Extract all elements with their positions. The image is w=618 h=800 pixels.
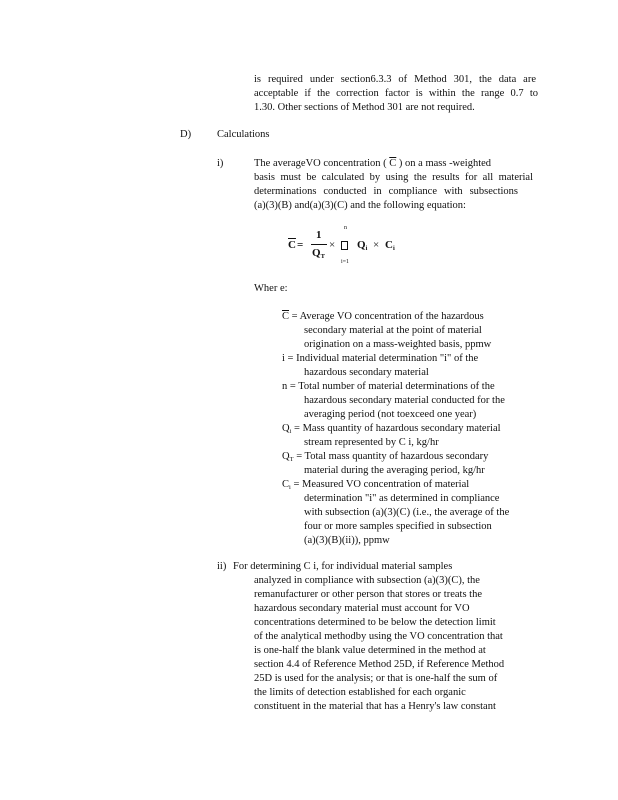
section-title: Calculations: [217, 129, 270, 140]
item-label: i): [217, 158, 224, 169]
definition-line: [282, 310, 484, 323]
def-symbol-sub: i: [289, 428, 292, 435]
text-segment: ) on a mass -weighted: [396, 158, 492, 169]
eq-q: [357, 239, 367, 252]
eq-denominator-sub: T: [320, 253, 325, 260]
definition-line: [282, 352, 478, 365]
summation-icon: [341, 241, 348, 250]
def-symbol-sub: i: [289, 484, 291, 491]
text-line: [254, 157, 491, 170]
text-line: determinations conducted in compliance with subsections: [254, 186, 518, 197]
definition-line: [282, 380, 495, 393]
definition-cont: material during the averaging period, kg/hr: [304, 465, 485, 476]
definition-cont: averaging period (not toexceed one year): [304, 409, 477, 420]
text-line: remanufacturer or other person that stores or treats the: [254, 589, 482, 600]
definition-cont: secondary material at the point of material: [304, 325, 482, 336]
text-line: analyzed in compliance with subsection (a)(3)(C), the: [254, 575, 480, 586]
text-line: is one-half the blank value determined in the method at: [254, 645, 486, 656]
eq-equals: =: [297, 239, 304, 251]
def-symbol: n: [282, 381, 288, 392]
def-text: = Individual material determination "i" of the: [284, 353, 479, 364]
text-line: section 4.4 of Reference Method 25D, if Reference Method: [254, 659, 505, 670]
eq-c-letter: C: [385, 239, 393, 251]
where-label: Wher e:: [254, 283, 288, 294]
text-line: 25D is used for the analysis; or that is one-half the sum of: [254, 673, 498, 684]
text-line: concentrations determined to be below the detection limit: [254, 617, 496, 628]
eq-c-sub: i: [392, 245, 395, 252]
text-segment: The averageVO concentration (: [254, 158, 390, 169]
eq-q-sub: i: [365, 245, 368, 252]
def-text: = Mass quantity of hazardous secondary material: [291, 423, 501, 434]
definition-cont: stream represented by C i, kg/hr: [304, 437, 439, 448]
sum-bottom: i=1: [341, 259, 350, 265]
text-line: of the analytical methodby using the VO concentration that: [254, 631, 503, 642]
eq-lhs: $\overline{C}$: [288, 239, 296, 251]
c-bar-symbol: $\overline{C}$: [389, 158, 397, 169]
def-symbol: Q: [282, 423, 290, 434]
eq-numerator: 1: [316, 229, 322, 241]
def-symbol-sub: T: [289, 456, 294, 463]
def-text: = Total mass quantity of hazardous secondary: [293, 451, 489, 462]
definition-cont: determination "i" as determined in compliance: [304, 493, 500, 504]
definition-cont: origination on a mass-weighted basis, ppmw: [304, 339, 492, 350]
definition-cont: with subsection (a)(3)(C) (i.e., the average of the: [304, 507, 510, 518]
def-symbol: Q: [282, 451, 290, 462]
definition-cont: hazardous secondary material conducted for the: [304, 395, 505, 406]
text-line: (a)(3)(B) and(a)(3)(C) and the following equation:: [254, 200, 466, 211]
def-symbol: i: [282, 353, 285, 364]
text-line: constituent in the material that has a Henry's law constant: [254, 701, 496, 712]
def-symbol: $\overline{C}$: [282, 311, 290, 322]
eq-q-letter: Q: [357, 239, 366, 251]
item-label: ii): [217, 561, 227, 572]
def-text: = Average VO concentration of the hazardous: [289, 311, 484, 322]
text-line: the limits of detection established for each organic: [254, 687, 466, 698]
sum-top: n: [344, 225, 347, 231]
definition-cont: four or more samples specified in subsection: [304, 521, 492, 532]
definition-cont: hazardous secondary material: [304, 367, 429, 378]
text-line: basis must be calculated by using the results for all material: [254, 172, 533, 183]
eq-times-2: ×: [373, 239, 380, 251]
eq-denominator-q: Q: [312, 247, 321, 259]
text-line: hazardous secondary material must account for VO: [254, 603, 470, 614]
text-line: For determining C i, for individual material samples: [233, 561, 453, 572]
eq-times: ×: [329, 239, 336, 251]
def-text: = Measured VO concentration of material: [290, 479, 470, 490]
eq-denominator: [312, 247, 325, 260]
text-line: acceptable if the correction factor is within the range 0.7 to: [254, 88, 538, 99]
definition-cont: (a)(3)(B)(ii)), ppmw: [304, 535, 390, 546]
def-text: = Total number of material determinations of the: [287, 381, 495, 392]
text-line: 1.30. Other sections of Method 301 are not required.: [254, 102, 475, 113]
fraction-bar: [311, 244, 327, 245]
section-label: D): [180, 129, 192, 140]
def-symbol: C: [282, 479, 290, 490]
eq-c: [385, 239, 395, 252]
text-line: is required under section6.3.3 of Method 301, the data are: [254, 74, 536, 85]
